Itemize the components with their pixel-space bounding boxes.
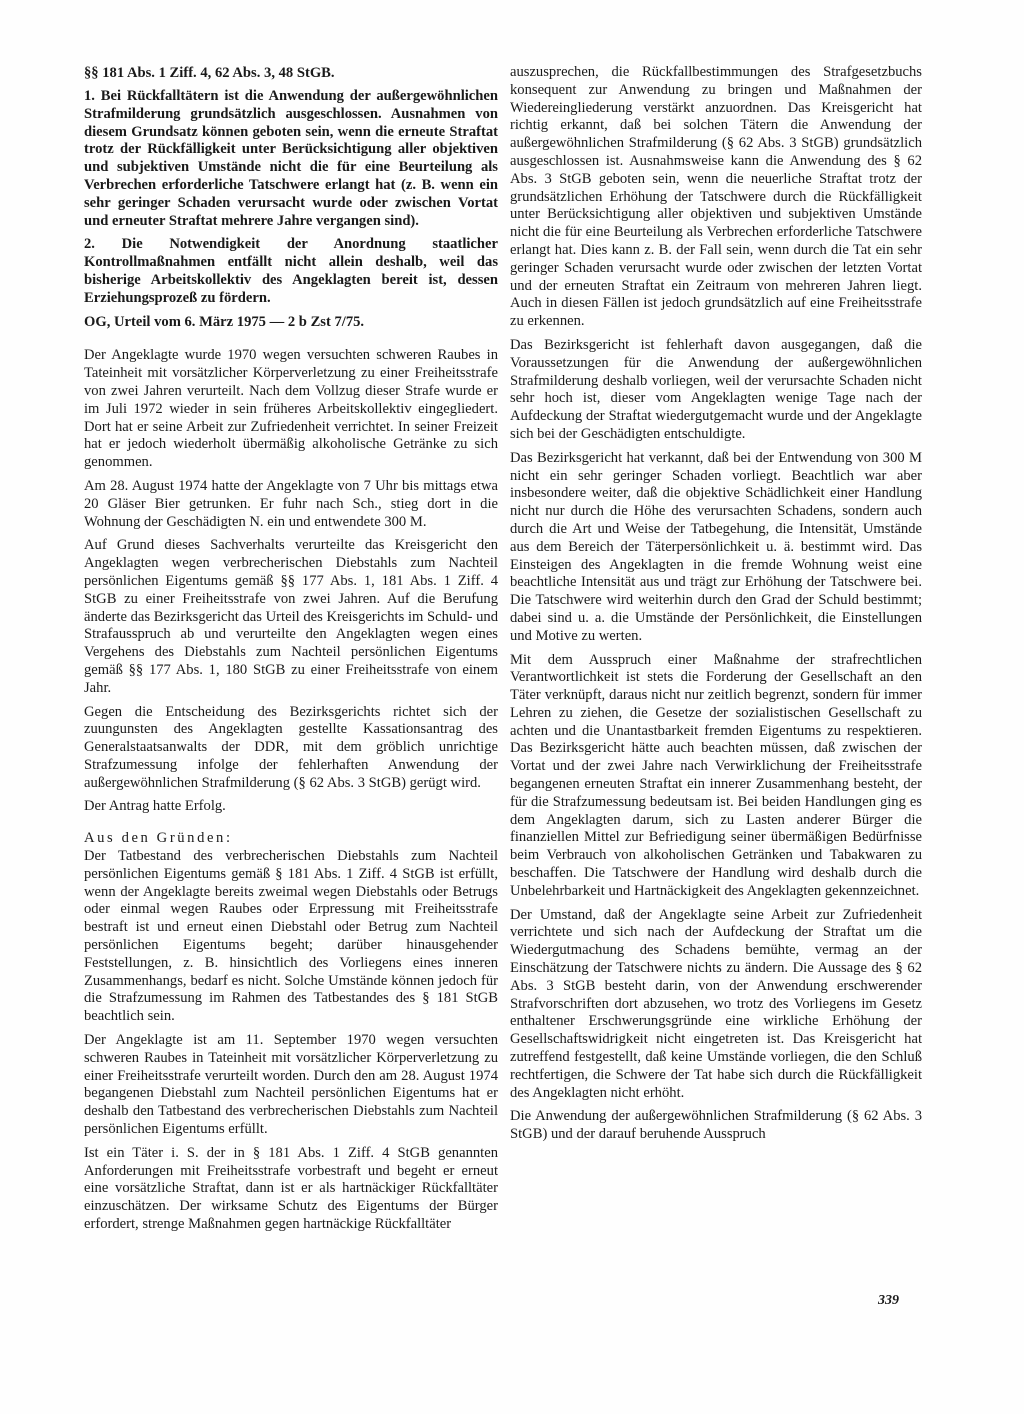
paragraph: auszusprechen, die Rückfallbestimmungen des Strafgesetzbuchs konsequent zur Anwendung zu bringen und Maßnahmen der Wiedereingliederung verstärkt anzuordnen. Das Kreisgericht hat richtig erkannt, daß bei solchen Tätern die Anwendung der außergewöhnlichen Strafmilderung (§ 62 Abs. 3 StGB) grundsätzlich ausgeschlossen ist. Ausnahmsweise kann die Anwendung des § 62 Abs. 3 StGB geboten sein, wenn die neuerliche Straftat trotz der grundsätzlichen Erhöhung der Tatschwere durch die Rückfälligkeit unter Berücksichtigung aller objektiven und subjektiven Umstände nicht die für eine Beurteilung als Verbrechen erforderliche Tatschwere erlangt hat. Dies kann z. B. der Fall sein, wenn durch die Tat ein sehr geringer Schaden verursacht wurde oder zwischen der letzten Vortat und der erneuten Straftat ein Zeitraum von mehreren Jahren liegt. Auch in diesen Fällen ist jedoch grundsätzlich auf eine Freiheitsstrafe zu erkennen. bbox=[510, 64, 922, 330]
paragraph: Der Tatbestand des verbrecherischen Diebstahls zum Nachteil persönlichen Eigentums gemäß § 181 Abs. 1 Ziff. 4 StGB ist erfüllt, wenn der Angeklagte bereits zweimal wegen Diebstahls oder Betrugs oder einmal wegen Raubes oder Erpressung mit Freiheitsstrafe bestraft ist und erneut einen Diebstahl oder Betrug zum Nachteil persönlichen Eigentums begeht; darüber hinausgehender Feststellungen, z. B. hinsichtlich des Vorliegens eines inneren Zusammenhangs, bedarf es nicht. Solche Umstände können jedoch für die Strafzumessung im Rahmen des Tatbestandes des § 181 StGB beachtlich sein. bbox=[84, 848, 498, 1025]
paragraph: Ist ein Täter i. S. der in § 181 Abs. 1 Ziff. 4 StGB genannten Anforderungen mit Freiheitsstrafe vorbestraft und begeht er erneut eine vorsätzliche Straftat, dann ist er als hartnäckiger Rückfalltäter einzuschätzen. Der wirksame Schutz des Eigentums der Bürger erfordert, strenge Maßnahmen gegen hartnäckige Rückfalltäter bbox=[84, 1144, 498, 1233]
paragraph: Das Bezirksgericht ist fehlerhaft davon ausgegangen, daß die Voraussetzungen für die Anwendung der außergewöhnlichen Strafmilderung deshalb vorliegen, weil der verursachte Schaden nicht sehr hoch ist, dieser vom Angeklagten wenige Tage nach der Aufdeckung der Straftat wiedergutgemacht wurde und der Angeklagte sich bei der Geschädigten entschuldigte. bbox=[510, 336, 922, 442]
paragraph: Der Angeklagte wurde 1970 wegen versuchten schweren Raubes in Tateinheit mit vorsätzlicher Körperverletzung zu einer Freiheitsstrafe von zwei Jahren verurteilt. Nach dem Vollzug dieser Strafe wurde er im Juli 1972 wieder in sein früheres Arbeitskollektiv eingegliedert. Dort hat er seine Arbeit zur Zufriedenheit verrichtet. In seiner Freizeit hat er jedoch wiederholt übermäßig alkoholische Getränke zu sich genommen. bbox=[84, 347, 498, 471]
left-column bbox=[84, 64, 498, 1240]
paragraph: Auf Grund dieses Sachverhalts verurteilte das Kreisgericht den Angeklagten wegen verbrecherischen Diebstahls zum Nachteil persönlichen Eigentums gemäß §§ 177 Abs. 1, 181 Abs. 1 Ziff. 4 StGB zu einer Freiheitsstrafe von zwei Jahren. Auf die Berufung änderte das Bezirksgericht das Urteil des Kreisgerichts im Schuld- und Strafausspruch ab und verurteilte den Angeklagten wegen eines Vergehens des Diebstahls zum Nachteil persönlichen Eigentums gemäß §§ 177 Abs. 1, 180 StGB zu einer Freiheitsstrafe von einem Jahr. bbox=[84, 537, 498, 696]
court-citation: OG, Urteil vom 6. März 1975 — 2 b Zst 7/75. bbox=[84, 313, 365, 330]
statute-heading: §§ 181 Abs. 1 Ziff. 4, 62 Abs. 3, 48 StGB. bbox=[84, 65, 335, 81]
right-column bbox=[510, 64, 922, 1150]
paragraph: Der Umstand, daß der Angeklagte seine Arbeit zur Zufriedenheit verrichtete und sich nach der Aufdeckung der Straftat um die Wiedergutmachung des Schadens bemühte, vermag an der Einschätzung der Tatschwere nichts zu ändern. Die Aussage des § 62 Abs. 3 StGB besteht darin, von der Anwendung erschwerender Strafvorschriften dort abzusehen, wo trotz des Vorliegens im Gesetz enthaltener Erschwerungsgründe eine wirkliche Erhöhung der Gesellschaftswidrigkeit nicht eingetreten ist. Das Kreisgericht hat zutreffend festgestellt, daß keine Umstände vorliegen, die den Schluß rechtfertigen, die Schwere der Tat habe sich durch die Rückfälligkeit des Angeklagten nicht erhöht. bbox=[510, 906, 922, 1101]
paragraph: Der Angeklagte ist am 11. September 1970 wegen versuchten schweren Raubes in Tateinheit mit vorsätzlicher Körperverletzung zu einer Freiheitsstrafe verurteilt worden. Durch den am 28. August 1974 begangenen Diebstahl zum Nachteil persönlichen Eigentums hat er deshalb den Tatbestand des verbrecherischen Diebstahls zum Nachteil persönlichen Eigentums erfüllt. bbox=[84, 1032, 498, 1138]
paragraph: Der Antrag hatte Erfolg. bbox=[84, 798, 226, 815]
page-number: 339 bbox=[878, 1293, 899, 1308]
paragraph: Mit dem Ausspruch einer Maßnahme der strafrechtlichen Verantwortlichkeit ist stets die Forderung der Gesellschaft an den Täter verknüpft, daraus nicht nur zeitlich begrenzt, sondern für immer Lehren zu ziehen, die Gesetze der sozialistischen Gesellschaft zu achten und die Unantastbarkeit fremden Eigentums zu respektieren. Das Bezirksgericht hätte auch beachten müssen, daß zwischen der Vortat und der zwei Jahre nach Verwirklichung der Freiheitsstrafe begangenen erneuten Straftat ein innerer Zusammenhang besteht, der für die Strafzumessung bedeutsam ist. Bei beiden Handlungen ging es dem Angeklagten darum, sich zu Lasten anderer Bürger die finanziellen Mittel zur Befriedigung seiner übermäßigen Bedürfnisse beim Verbrauch von alkoholischen Getränken und Tabakwaren zu beschaffen. Die Tatschwere der Handlung wird deshalb durch die Unbelehrbarkeit und Hartnäckigkeit des Angeklagten gekennzeichnet. bbox=[510, 651, 922, 899]
reasons-heading: Aus den Gründen: bbox=[84, 830, 233, 847]
paragraph: Am 28. August 1974 hatte der Angeklagte von 7 Uhr bis mittags etwa 20 Gläser Bier getrunken. Er fuhr nach Sch., stieg dort in die Wohnung der Geschädigten N. ein und entwendete 300 M. bbox=[84, 477, 498, 530]
guideline-1: 1. Bei Rückfalltätern ist die Anwendung der außergewöhnlichen Strafmilderung grundsätzlich ausgeschlossen. Ausnahmen von diesem Grundsatz können geboten sein, wenn die erneute Straftat trotz der Rückfälligkeit unter Berücksichtigung aller objektiven und subjektiven Umstände nicht die für eine Beurteilung als Verbrechen erforderliche Tatschwere erlangt hat (z. B. wenn ein sehr geringer Schaden verursacht wurde oder zwischen Vortat und erneuter Straftat mehrere Jahre vergangen sind). bbox=[84, 88, 498, 229]
guideline-2: 2. Die Notwendigkeit der Anordnung staatlicher Kontrollmaßnahmen entfällt nicht allein deshalb, weil das bisherige Arbeitskollektiv des Angeklagten bereit ist, dessen Erziehungsprozeß zu fördern. bbox=[84, 236, 498, 306]
paragraph: Die Anwendung der außergewöhnlichen Strafmilderung (§ 62 Abs. 3 StGB) und der darauf beruhende Ausspruch bbox=[510, 1108, 922, 1143]
paragraph: Gegen die Entscheidung des Bezirksgerichts richtet sich der zuungunsten des Angeklagten gestellte Kassationsantrag des Generalstaatsanwalts der DDR, mit dem gröblich unrichtige Strafzumessung infolge der fehlerhaften Anwendung der außergewöhnlichen Strafmilderung (§ 62 Abs. 3 StGB) gerügt wird. bbox=[84, 703, 498, 791]
paragraph: Das Bezirksgericht hat verkannt, daß bei der Entwendung von 300 M nicht ein sehr geringer Schaden vorliegt. Beachtlich war aber insbesondere weiter, daß die objektive Schädlichkeit einer Handlung nicht nur durch die Höhe des verursachten Schadens, sondern auch durch die Art und Weise der Tatbegehung, die Intensität, Umstände aus dem Bereich der Täterpersönlichkeit u. ä. bestimmt wird. Das Einsteigen des Angeklagten in die fremde Wohnung weist eine beachtliche Intensität aus und trägt zur Erhöhung der Tatschwere bei. Die Tatschwere wird weiterhin durch den Grad der Schuld bestimmt; dabei sind u. a. die Umstände der Persönlichkeit, die Einstellungen und Motive zu werten. bbox=[510, 449, 922, 644]
